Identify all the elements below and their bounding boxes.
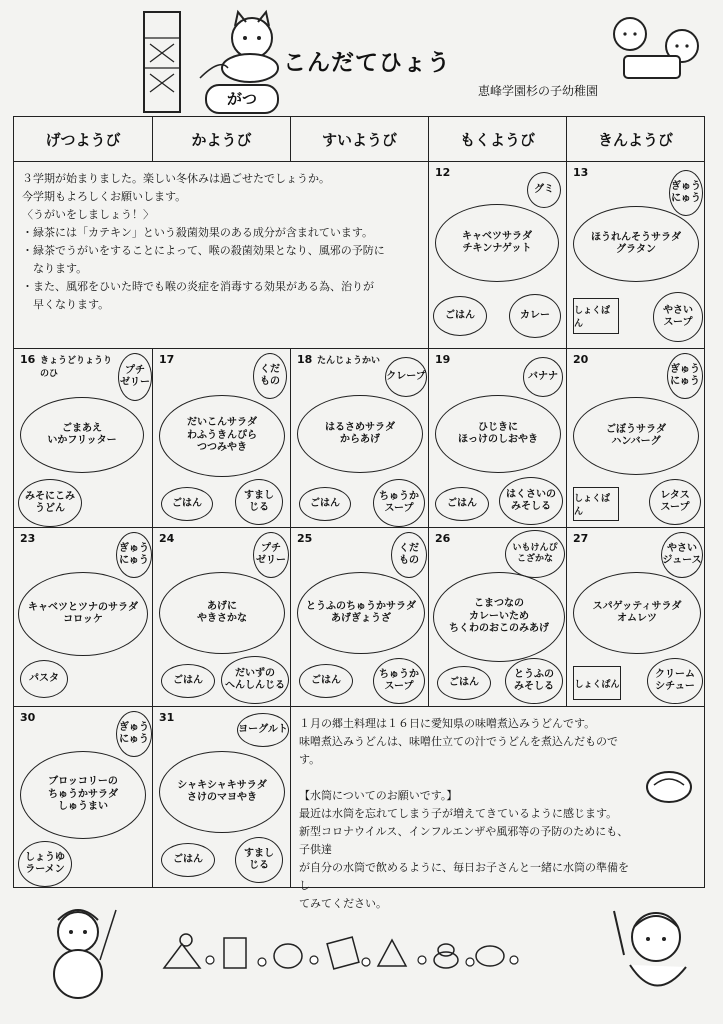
day-number: 31 <box>159 711 175 724</box>
main-dish: ブロッコリーの ちゅうかサラダ しゅうまい <box>20 751 146 839</box>
intro-line: ・緑茶でうがいをすることによって、喉の殺菌効果となり、風邪の予防に <box>22 244 385 257</box>
day-cell-18 <box>291 349 429 528</box>
main-dish: キャベツサラダ チキンナゲット <box>435 204 559 282</box>
day-number: 13 <box>573 166 589 179</box>
day-number: 25 <box>297 532 313 545</box>
main-dish: ごぼうサラダ ハンバーグ <box>573 397 699 475</box>
udon-pot-illustration <box>644 767 694 805</box>
main-dish: こまつなの カレーいため ちくわのおこのみあげ <box>433 572 565 662</box>
weekday-fri: きんようび <box>567 117 705 162</box>
staple: ごはん <box>161 487 213 521</box>
intro-line: 早くなります。 <box>22 298 110 311</box>
noodle: パスタ <box>20 660 68 698</box>
weekday-wed: すいようび <box>291 117 429 162</box>
menu-calendar <box>13 116 705 910</box>
bread: しょくぱん <box>573 298 619 334</box>
children-eating-illustration <box>600 10 706 82</box>
main-dish: とうふのちゅうかサラダ あげぎょうざ <box>297 572 425 654</box>
staple: ごはん <box>299 487 351 521</box>
day-cell-27 <box>567 528 705 707</box>
staple: ごはん <box>433 296 487 336</box>
extra-item: ぎゅう にゅう <box>667 353 703 399</box>
day-cell-24 <box>153 528 291 707</box>
extra-item: やさい ジュース <box>661 532 703 578</box>
soup: ちゅうか スープ <box>373 479 425 527</box>
extra-item: いもけんぴ こざかな <box>505 530 565 578</box>
intro-note-cell <box>14 162 429 349</box>
day-number: 24 <box>159 532 175 545</box>
soup: すまし じる <box>235 837 283 883</box>
day-number: 12 <box>435 166 451 179</box>
soup: とうふの みそしる <box>505 658 563 704</box>
extra-item: プチ ゼリー <box>118 353 152 401</box>
extra-item: ぎゅう にゅう <box>116 532 152 578</box>
bread: しょくぱん <box>573 666 621 700</box>
day-number: 30 <box>20 711 36 724</box>
note-line: が自分の水筒で飲めるように、毎日お子さんと一緒に水筒の準備をし <box>299 861 629 892</box>
snowman-illustration <box>40 900 120 1000</box>
intro-line: ３学期が始まりました。楽しい冬休みは過ごせたでしょうか。 <box>22 172 330 185</box>
main-dish: シャキシャキサラダ さけのマヨやき <box>159 751 285 833</box>
soup: レタス スープ <box>649 479 701 525</box>
intro-line: なります。 <box>22 262 88 275</box>
noodle: しょうゆ ラーメン <box>18 841 72 887</box>
note-line: １月の郷土料理は１６日に愛知県の味噌煮込みうどんです。 <box>299 717 596 730</box>
intro-line: 〈うがいをしましょう！〉 <box>22 208 154 221</box>
day-cell-30 <box>14 707 153 888</box>
soup: やさい スープ <box>653 292 703 342</box>
extra-item: グミ <box>527 172 561 208</box>
school-name: 恵峰学園杉の子幼稚園 <box>478 84 599 98</box>
staple: ごはん <box>161 843 215 877</box>
event-label: たんじょうかい <box>317 356 381 366</box>
note-line: 最近は水筒を忘れてしまう子が増えてきているように感じます。 <box>299 807 618 820</box>
day-cell-16 <box>14 349 153 528</box>
footer-note-cell <box>291 707 705 910</box>
day-cell-19 <box>429 349 567 528</box>
weekday-tue: かようび <box>153 117 291 162</box>
weekday-thu: もくようび <box>429 117 567 162</box>
main-dish: だいこんサラダ わふうきんぴら つつみやき <box>159 395 285 477</box>
day-number: 26 <box>435 532 451 545</box>
footer-note <box>299 715 634 913</box>
weekday-mon: げつようび <box>14 117 153 162</box>
staple: ごはん <box>435 487 489 521</box>
weekday-header-row <box>14 117 705 162</box>
extra-item: バナナ <box>523 357 563 397</box>
soup: すまし じる <box>235 479 283 525</box>
staple: ごはん <box>161 664 215 698</box>
child-with-bowl-illustration <box>600 905 700 1010</box>
soup: カレー <box>509 294 561 338</box>
noodle: みそにこみ うどん <box>18 479 82 527</box>
day-cell-20 <box>567 349 705 528</box>
intro-line: ・また、風邪をひいた時でも喉の炎症を消毒する効果がある為、治りが <box>22 280 374 293</box>
day-cell-17 <box>153 349 291 528</box>
month-badge: がつ <box>205 84 279 114</box>
day-number: 17 <box>159 353 175 366</box>
day-cell-25 <box>291 528 429 707</box>
day-number: 18 <box>297 353 313 366</box>
day-number: 19 <box>435 353 451 366</box>
main-dish: あげに やきさかな <box>159 572 285 654</box>
day-number: 16 <box>20 353 36 366</box>
soup: だいずの へんしんじる <box>221 656 289 704</box>
intro-line: 今学期もよろしくお願いします。 <box>22 190 187 203</box>
extra-item: ぎゅう にゅう <box>116 711 152 757</box>
intro-note <box>22 170 422 314</box>
extra-item: くだ もの <box>253 353 287 399</box>
page-title: こんだてひょう <box>283 50 451 76</box>
event-label: きょうどりょうり のひ <box>40 356 113 379</box>
day-number: 27 <box>573 532 589 545</box>
intro-line: ・緑茶には「カテキン」という殺菌効果のある成分が含まれています。 <box>22 226 374 239</box>
soup: クリーム シチュー <box>647 658 703 704</box>
day-cell-13 <box>567 162 705 349</box>
note-line: 【水筒についてのお願いです。】 <box>299 789 458 802</box>
day-cell-12 <box>429 162 567 349</box>
note-line: 新型コロナウイルス、インフルエンザや風邪等の予防のためにも、子供達 <box>299 825 629 856</box>
note-line: 味噌煮込みうどんは、味噌仕立ての汁でうどんを煮込んだものです。 <box>299 735 618 766</box>
day-cell-31 <box>153 707 291 888</box>
soup: はくさいの みそしる <box>499 477 563 525</box>
main-dish: はるさめサラダ からあげ <box>297 395 423 473</box>
extra-item: ぎゅう にゅう <box>669 170 703 216</box>
day-number: 23 <box>20 532 36 545</box>
extra-item: プチ ゼリー <box>253 532 289 578</box>
main-dish: ひじきに ほっけのしおやき <box>435 395 561 473</box>
extra-item: クレープ <box>385 357 427 397</box>
day-cell-23 <box>14 528 153 707</box>
extra-item: ヨーグルト <box>237 713 289 747</box>
main-dish: ほうれんそうサラダ グラタン <box>573 206 699 282</box>
extra-item: くだ もの <box>391 532 427 578</box>
note-line <box>299 769 634 787</box>
new-year-items-illustration <box>160 930 520 974</box>
note-line: てみてください。 <box>299 897 387 910</box>
day-cell-26 <box>429 528 567 707</box>
staple: ごはん <box>299 664 353 698</box>
main-dish: ごまあえ いかフリッター <box>20 397 144 473</box>
soup: ちゅうか スープ <box>373 658 425 704</box>
main-dish: スパゲッティサラダ オムレツ <box>573 572 701 654</box>
staple: ごはん <box>437 666 491 700</box>
day-number: 20 <box>573 353 589 366</box>
main-dish: キャベツとツナのサラダ コロッケ <box>18 572 148 656</box>
bread: しょくぱん <box>573 487 619 521</box>
